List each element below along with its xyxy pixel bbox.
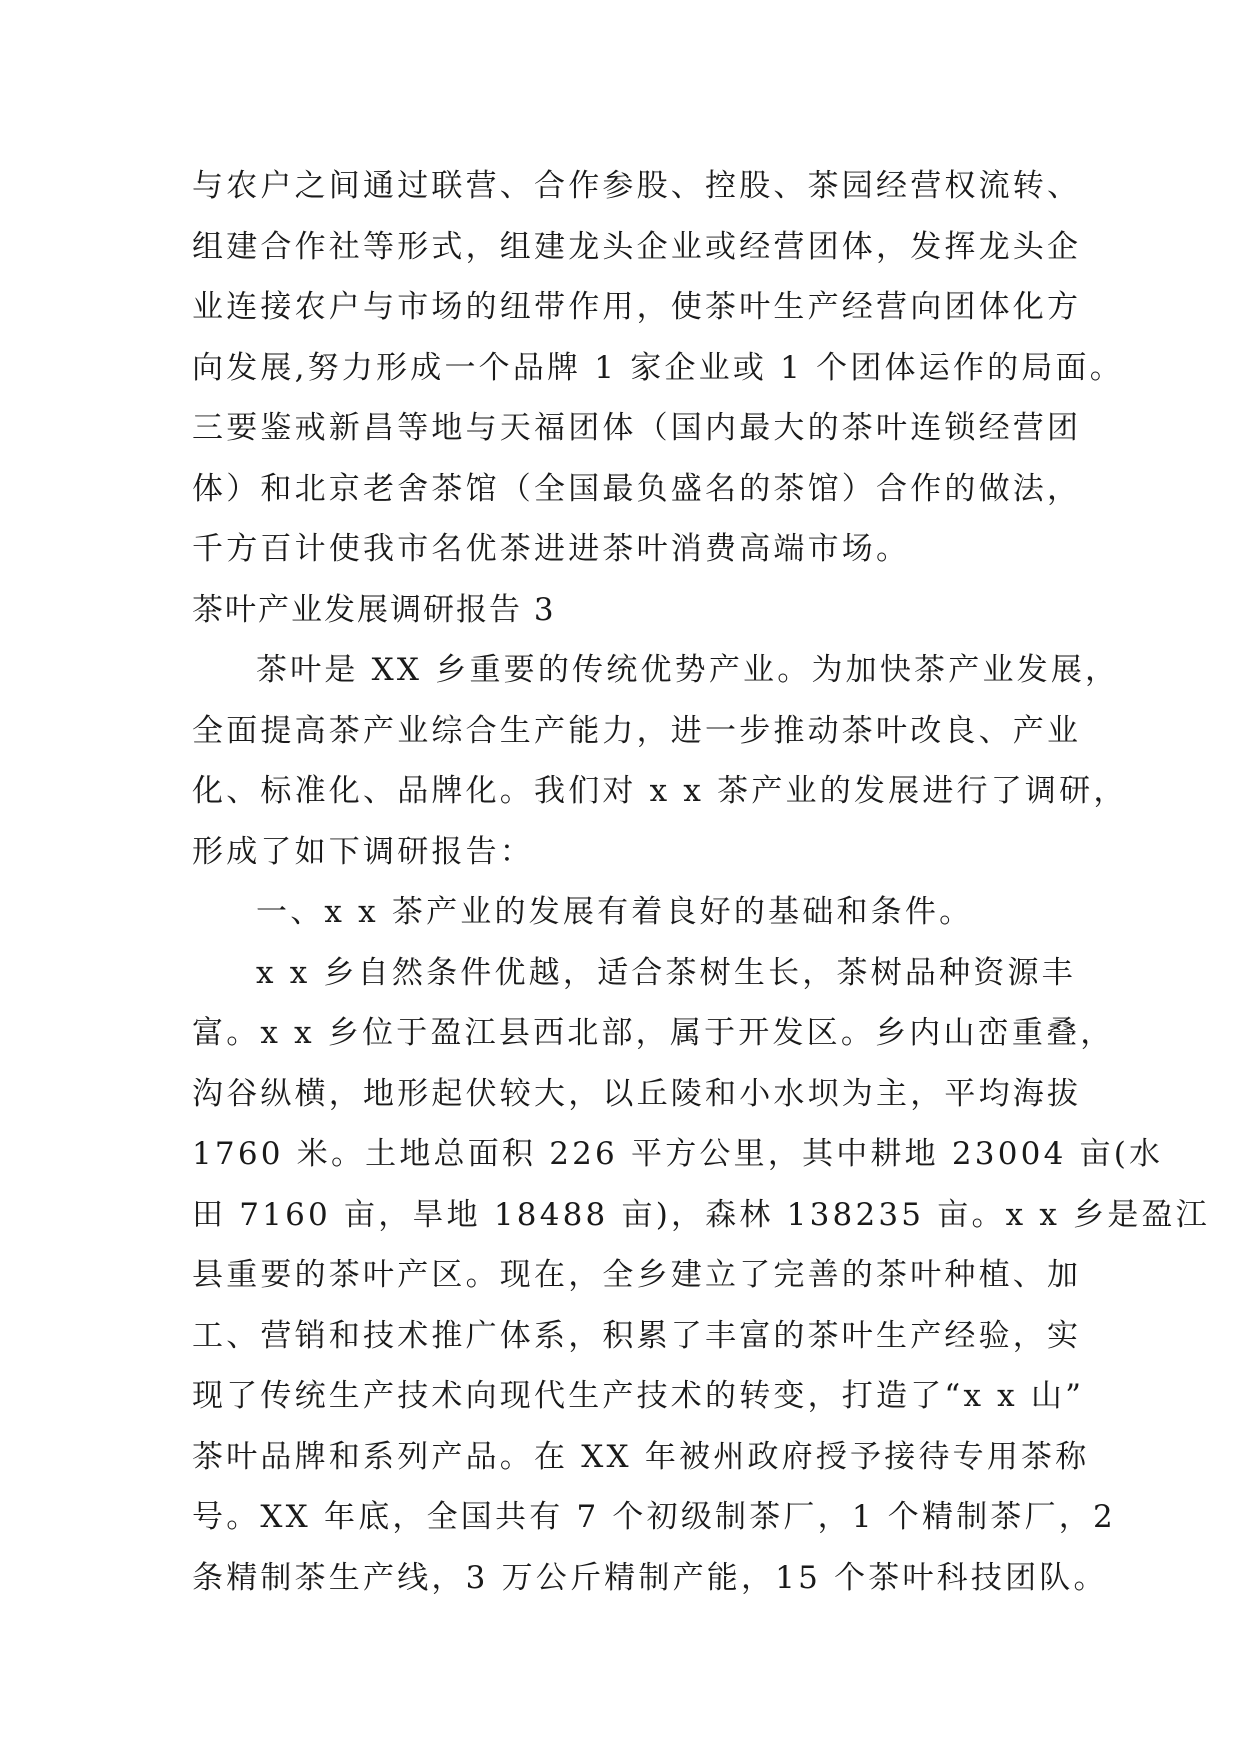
paragraph-line: 体）和北京老舍茶馆（全国最负盛名的茶馆）合作的做法，: [192, 470, 1082, 507]
paragraph-line: 县重要的茶叶产区。现在，全乡建立了完善的茶叶种植、加: [192, 1257, 1082, 1293]
paragraph-line: 条精制茶生产线，3 万公斤精制产能，15 个茶叶科技团队。: [192, 1559, 1108, 1596]
paragraph-line: 沟谷纵横，地形起伏较大，以丘陵和小水坝为主，平均海拔: [192, 1075, 1082, 1112]
point-heading: 一、x x 茶产业的发展有着良好的基础和条件。: [256, 894, 974, 930]
document-body: [192, 156, 1210, 1608]
paragraph-line: 组建合作社等形式，组建龙头企业或经营团体，发挥龙头企: [192, 228, 1082, 265]
paragraph-line: 富。x x 乡位于盈江县西北部，属于开发区。乡内山峦重叠，: [192, 1015, 1115, 1051]
paragraph-line: 形成了如下调研报告：: [192, 833, 534, 870]
paragraph-line: 茶叶品牌和系列产品。在 XX 年被州政府授予接待专用茶称: [192, 1438, 1090, 1475]
section-title: 茶叶产业发展调研报告 3: [192, 591, 556, 628]
paragraph-line: 田 7160 亩，旱地 18488 亩)，森林 138235 亩。x x 乡是盈江: [192, 1196, 1210, 1233]
paragraph-line: 业连接农户与市场的纽带作用，使茶叶生产经营向团体化方: [192, 289, 1082, 325]
paragraph-line: 工、营销和技术推广体系，积累了丰富的茶叶生产经验，实: [192, 1317, 1082, 1354]
paragraph-line: 向发展,努力形成一个品牌 1 家企业或 1 个团体运作的局面。: [192, 349, 1124, 386]
paragraph-line: 三要鉴戒新昌等地与天福团体（国内最大的茶叶连锁经营团: [192, 410, 1082, 446]
paragraph-line: 现了传统生产技术向现代生产技术的转变，打造了“x x 山”: [192, 1378, 1085, 1414]
paragraph-line: 化、标准化、品牌化。我们对 x x 茶产业的发展进行了调研，: [192, 773, 1128, 809]
paragraph-line: 1760 米。土地总面积 226 平方公里，其中耕地 23004 亩(水: [192, 1136, 1164, 1172]
paragraph-line: 千方百计使我市名优茶进进茶叶消费高端市场。: [192, 531, 911, 567]
paragraph-line: x x 乡自然条件优越，适合茶树生长，茶树品种资源丰: [256, 954, 1076, 991]
paragraph-line: 全面提高茶产业综合生产能力，进一步推动茶叶改良、产业: [192, 712, 1082, 749]
paragraph-line: 茶叶是 XX 乡重要的传统优势产业。为加快茶产业发展，: [256, 652, 1120, 688]
paragraph-line: 与农户之间通过联营、合作参股、控股、茶园经营权流转、: [192, 168, 1082, 204]
paragraph-line: 号。XX 年底，全国共有 7 个初级制茶厂，1 个精制茶厂，2: [192, 1499, 1116, 1535]
